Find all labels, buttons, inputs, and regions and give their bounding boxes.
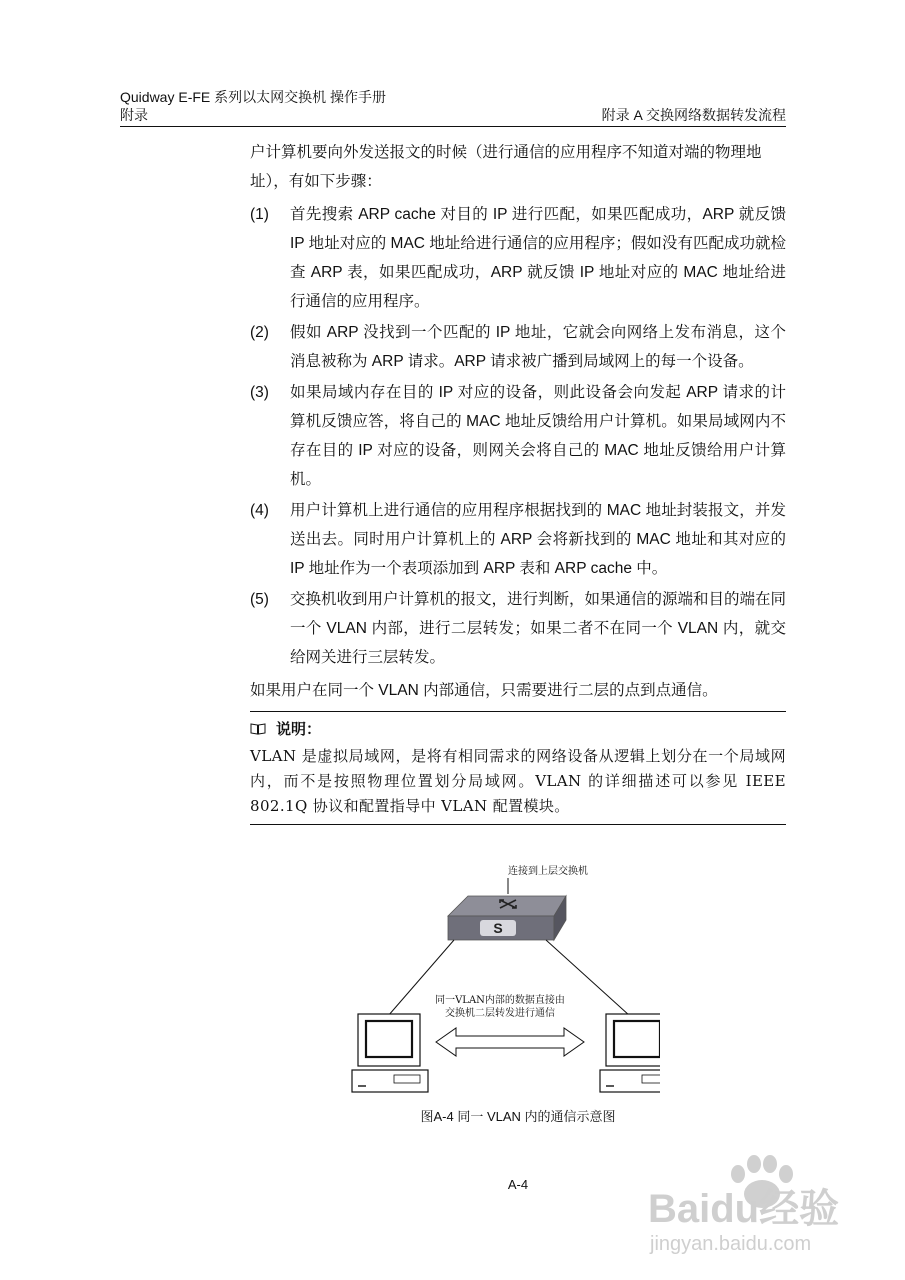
drive-bay xyxy=(394,1075,420,1083)
diagram-svg xyxy=(340,856,660,1096)
arrow-label-line2: 交换机二层转发进行通信 xyxy=(445,1008,555,1019)
step-number: (5) xyxy=(250,591,269,608)
intro-paragraph: 户计算机要向外发送报文的时候（进行通信的应用程序不知道对端的物理地址），有如下步骤： xyxy=(250,144,762,190)
pc-left xyxy=(352,1014,428,1092)
arrow-label-line1: 同一VLAN内部的数据直接由 xyxy=(435,995,565,1006)
document-title: Quidway E-FE 系列以太网交换机 操作手册 xyxy=(120,89,387,105)
note-top-rule xyxy=(250,711,786,712)
step-text: 如果局域内存在目的 IP 对应的设备，则此设备会向发起 ARP 请求的计算机反馈应答，将自己的 MAC 地址反馈给用户计算机。如果局域网内不存在目的 IP 对应的设备，则网关会将自己的 MAC 地址反馈给用户计算机。 xyxy=(290,384,786,488)
step-text: 用户计算机上进行通信的应用程序根据找到的 MAC 地址封装报文，并发送出去。同时用户计算机上的 ARP 会将新找到的 MAC 地址和其对应的 IP 地址作为一个表项添加到 ARP 表和 ARP cache 中。 xyxy=(290,502,786,577)
step-text: 交换机收到用户计算机的报文，进行判断，如果通信的源端和目的端在同一个 VLAN 内部，进行二层转发；如果二者不在同一个 VLAN 内，就交给网关进行三层转发。 xyxy=(290,591,787,666)
page-number: A-4 xyxy=(507,1177,529,1192)
conclusion-paragraph: 如果用户在同一个 VLAN 内部通信，只需要进行二层的点到点通信。 xyxy=(250,682,718,699)
note-bottom-rule xyxy=(250,824,786,825)
monitor-screen xyxy=(366,1021,412,1057)
watermark-url: jingyan.baidu.com xyxy=(650,1233,812,1255)
step-text: 首先搜索 ARP cache 对目的 IP 进行匹配，如果匹配成功，ARP 就反馈 IP 地址对应的 MAC 地址给进行通信的应用程序；假如没有匹配成功就检查 ARP 表，如果匹配成功，ARP 就反馈 IP 地址对应的 MAC 地址给进行通信的应用程序。 xyxy=(290,206,786,310)
step-item-5 xyxy=(250,585,786,672)
uplink-label: 连接到上层交换机 xyxy=(508,866,588,877)
step-item-4 xyxy=(250,496,786,583)
book-icon xyxy=(250,723,266,735)
drive-bay xyxy=(642,1075,660,1083)
network-diagram xyxy=(340,856,660,1096)
watermark-svg xyxy=(640,1150,880,1260)
header-divider xyxy=(120,126,786,127)
note-body: VLAN 是虚拟局域网，是将有相同需求的网络设备从逻辑上划分在一个局域网内，而不是按照物理位置划分局域网。VLAN 的详细描述可以参见 IEEE 802.1Q 协议和配置指导中 VLAN 配置模块。 xyxy=(250,747,786,815)
step-text: 假如 ARP 没找到一个匹配的 IP 地址，它就会向网络上发布消息，这个消息被称为 ARP 请求。ARP 请求被广播到局域网上的每一个设备。 xyxy=(290,324,786,370)
monitor-screen xyxy=(614,1021,660,1057)
double-arrow-icon xyxy=(436,1028,584,1056)
header-row xyxy=(120,106,786,124)
step-item-1 xyxy=(250,200,786,316)
section-label: 附录 xyxy=(120,107,148,123)
pc-right xyxy=(600,1014,660,1092)
step-number: (2) xyxy=(250,324,269,341)
step-number: (4) xyxy=(250,502,269,519)
note-title-text: 说明： xyxy=(276,721,322,738)
switch-top-face xyxy=(448,896,566,916)
note-title xyxy=(250,717,321,743)
step-item-2 xyxy=(250,318,786,376)
switch-letter: S xyxy=(493,920,503,936)
figure-caption: 图A-4 同一 VLAN 内的通信示意图 xyxy=(420,1109,616,1124)
watermark-brand: Baidu经验 xyxy=(648,1187,840,1231)
chapter-label: 附录 A 交换网络数据转发流程 xyxy=(601,107,786,123)
step-number: (1) xyxy=(250,206,269,223)
step-item-3 xyxy=(250,378,786,494)
step-number: (3) xyxy=(250,384,269,401)
switch-device xyxy=(448,896,566,940)
baidu-watermark xyxy=(640,1150,880,1260)
